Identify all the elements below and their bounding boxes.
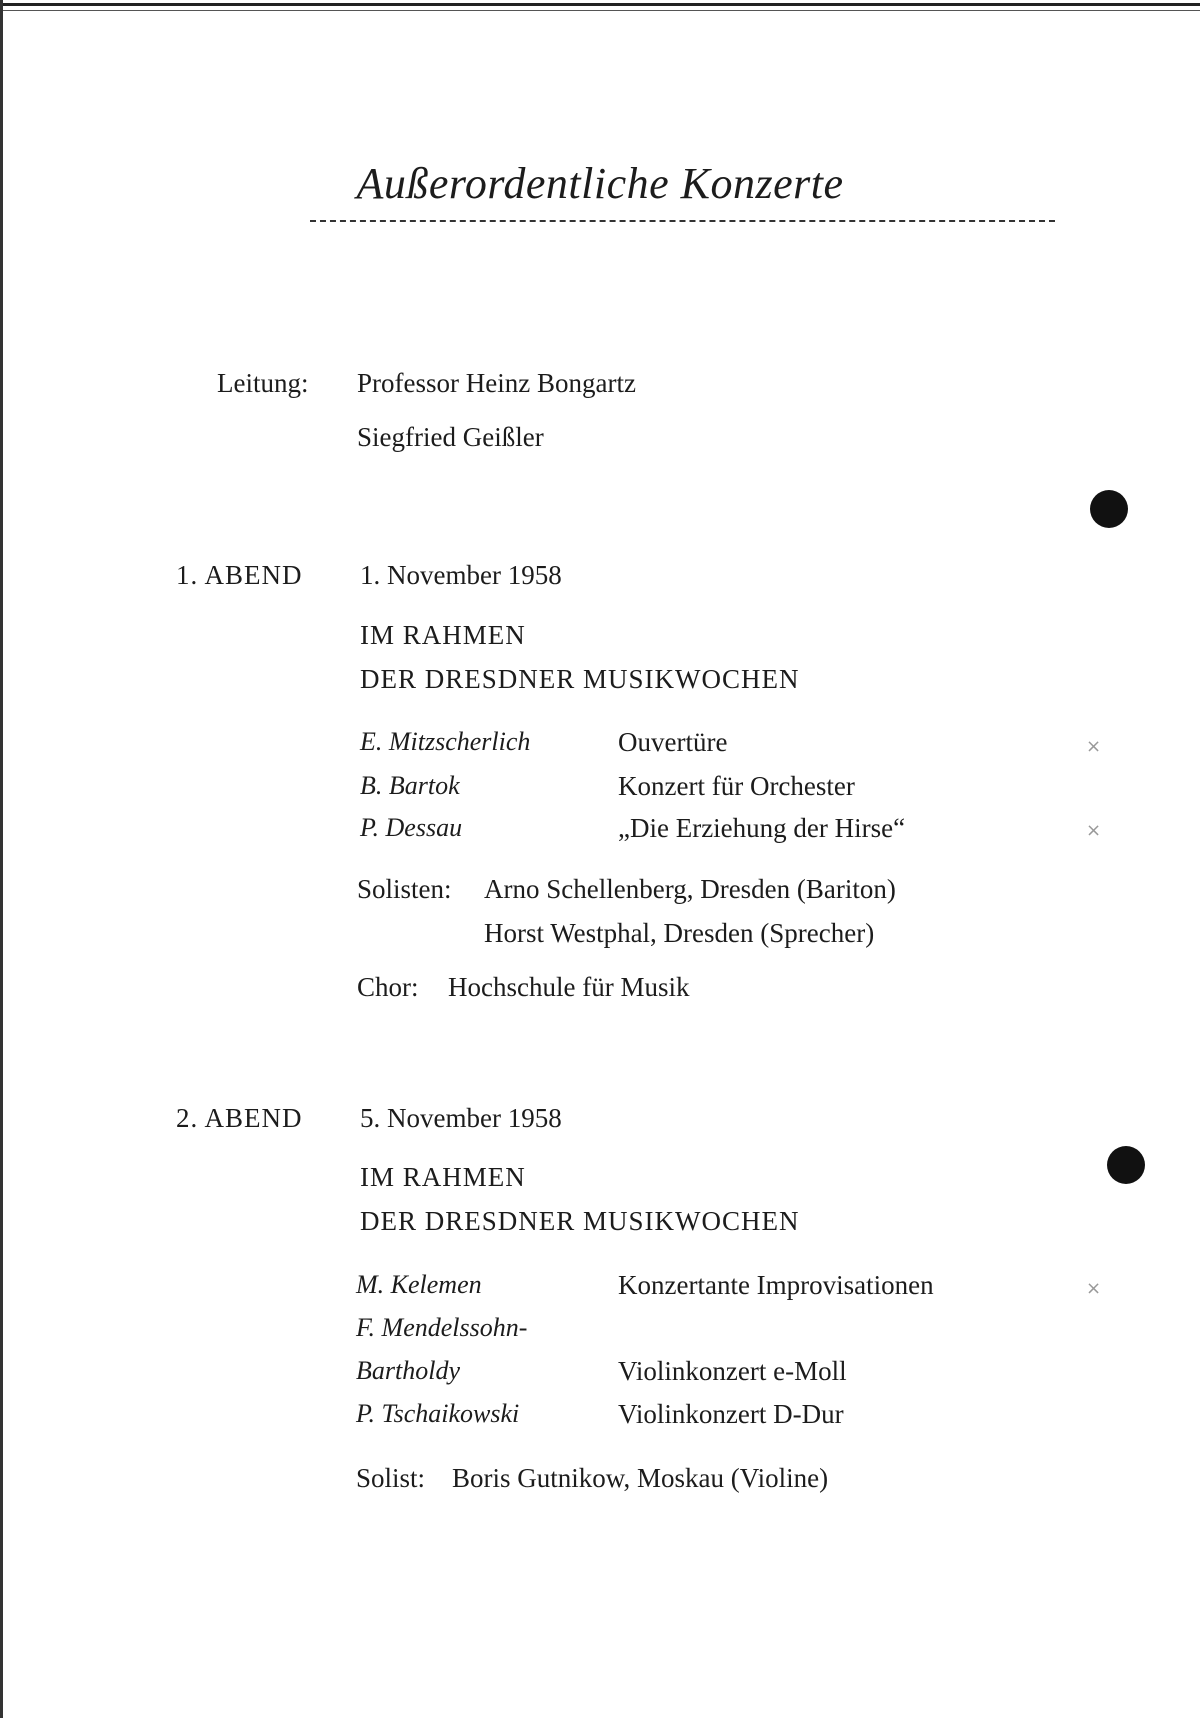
soloist: Boris Gutnikow, Moskau (Violine) [452, 1463, 829, 1493]
conductor-name: Siegfried Geißler [357, 422, 544, 452]
punch-hole [1107, 1146, 1145, 1184]
work: Violinkonzert D-Dur [618, 1399, 844, 1429]
composer: M. Kelemen [356, 1270, 482, 1299]
work: Konzert für Orchester [618, 771, 855, 801]
soloist-label: Solist: [356, 1463, 426, 1493]
frame-line: IM RAHMEN [360, 620, 526, 650]
soloists-label: Solisten: [357, 874, 452, 904]
margin-mark: × [1086, 736, 1102, 757]
composer: F. Mendelssohn- [356, 1313, 528, 1342]
soloist: Arno Schellenberg, Dresden (Bariton) [484, 874, 896, 904]
page-title: Außerordentliche Konzerte [356, 159, 844, 208]
evening-label: 1. ABEND [176, 560, 303, 590]
evening-date: 5. November 1958 [360, 1103, 562, 1133]
work: Konzertante Improvisationen [618, 1270, 934, 1300]
frame-line: DER DRESDNER MUSIKWOCHEN [360, 664, 800, 694]
work: Violinkonzert e-Moll [618, 1356, 847, 1386]
composer: P. Tschaikowski [356, 1399, 520, 1428]
work: Ouvertüre [618, 727, 728, 757]
margin-mark: × [1086, 820, 1102, 841]
frame-line: IM RAHMEN [360, 1162, 526, 1192]
composer: P. Dessau [360, 813, 463, 842]
choir: Hochschule für Musik [448, 972, 690, 1002]
soloist: Horst Westphal, Dresden (Sprecher) [484, 918, 875, 948]
leitung-label: Leitung: [217, 368, 309, 398]
title-divider [310, 220, 1055, 222]
conductor-name: Professor Heinz Bongartz [357, 368, 636, 398]
composer: B. Bartok [360, 771, 460, 800]
composer: Bartholdy [356, 1356, 460, 1385]
top-border-thin [0, 10, 1200, 11]
top-border [0, 3, 1200, 6]
margin-mark: × [1086, 1278, 1102, 1299]
left-border [0, 0, 3, 1718]
evening-label: 2. ABEND [176, 1103, 303, 1133]
frame-line: DER DRESDNER MUSIKWOCHEN [360, 1206, 800, 1236]
composer: E. Mitzscherlich [360, 727, 531, 756]
punch-hole [1090, 490, 1128, 528]
choir-label: Chor: [357, 972, 419, 1002]
evening-date: 1. November 1958 [360, 560, 562, 590]
work: „Die Erziehung der Hirse“ [618, 813, 906, 843]
